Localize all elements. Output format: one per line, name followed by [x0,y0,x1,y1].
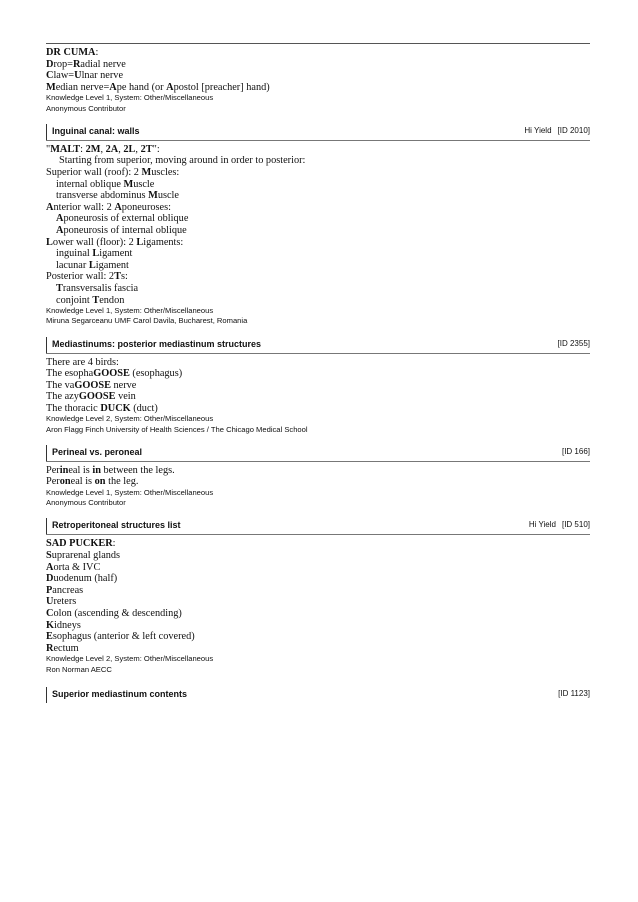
knowledge-level: Knowledge Level 2, System: Other/Miscellaneous [46,414,214,424]
card-title: Superior mediastinum contents [52,688,188,699]
body-line: The vaGOOSE nerve [46,379,137,391]
card-meta [552,339,590,348]
card-posterior-mediastinum [46,354,590,435]
body-line: Duodenum (half) [46,573,118,585]
card-body [46,144,590,306]
body-line: DR CUMA: [46,47,99,58]
body-line: inguinal Ligament [56,248,133,260]
card-id: [ID 166] [561,446,590,456]
contributor: Ron Norman AECC [46,664,112,674]
card-header [46,445,590,461]
body-line: Aponeurosis of external oblique [56,213,189,225]
card-perineal-peroneal [46,462,590,509]
body-line: Drop=Radial nerve [46,58,126,70]
knowledge-level: Knowledge Level 1, System: Other/Miscellaneous [46,93,214,103]
contributor: Miruna Segarceanu UMF Carol Davila, Bucharest, Romania [46,316,248,326]
card-body [46,465,590,488]
knowledge-level: Knowledge Level 1, System: Other/Miscellaneous [46,488,214,498]
body-line: Suprarenal glands [46,550,121,562]
card-meta [518,126,590,135]
body-line: Aorta & IVC [46,561,101,573]
body-line: Claw=Ulnar nerve [46,70,124,82]
body-line: Peroneal is on the leg. [46,476,139,488]
contributor: Anonymous Contributor [46,103,126,113]
contributor: Aron Flagg Finch University of Health Sciences / The Chicago Medical School [46,424,308,434]
body-line: Kidneys [46,619,81,631]
body-line: Esophagus (anterior & left covered) [46,631,195,643]
card-meta [552,689,590,698]
body-line: The thoracic DUCK (duct) [46,402,158,414]
body-line: Posterior wall: 2Ts: [46,271,128,283]
body-line: "MALT: 2M, 2A, 2L, 2T": [46,143,160,155]
hi-yield-label: Hi Yield [524,125,552,135]
body-line: Perineal is in between the legs. [46,464,175,476]
card-body [46,357,590,415]
card-id: [ID 510] [561,520,590,530]
body-line: internal oblique Muscle [56,178,155,190]
knowledge-level: Knowledge Level 2, System: Other/Miscellaneous [46,654,214,664]
body-line: transverse abdominus Muscle [56,190,179,202]
body-line: Pancreas [46,584,84,596]
body-line: Transversalis fascia [56,282,139,294]
body-line: Ureters [46,596,77,608]
card-title: Inguinal canal: walls [52,125,140,136]
body-line: conjoint Tendon [56,294,125,306]
card-body [46,47,590,93]
card-header [46,518,590,534]
knowledge-level: Knowledge Level 1, System: Other/Miscellaneous [46,306,214,316]
body-line: Colon (ascending & descending) [46,608,182,620]
card-title: Mediastinums: posterior mediastinum structures [52,338,262,349]
card-id: [ID 1123] [558,688,590,698]
card-body [46,538,590,654]
body-line: The esophaGOOSE (esophagus) [46,368,183,380]
hi-yield-label: Hi Yield [528,520,556,530]
card-inguinal-canal [46,141,590,327]
card-id: [ID 2010] [557,125,590,135]
card-header [46,124,590,140]
top-margin [46,0,590,43]
card-title: Perineal vs. peroneal [52,446,143,457]
card-id: [ID 2355] [557,338,590,348]
card-meta [556,447,590,456]
body-line: Anterior wall: 2 Aponeuroses: [46,201,171,213]
body-line: Median nerve=Ape hand (or Apostol [preacher] hand) [46,81,270,93]
card-retroperitoneal [46,535,590,674]
body-line: SAD PUCKER: [46,538,116,550]
body-line: There are 4 birds: [46,356,119,368]
card-header [46,337,590,353]
contributor: Anonymous Contributor [46,498,126,508]
card-mnemonic-dr-cuma [46,44,590,114]
card-title: Retroperitoneal structures list [52,520,181,531]
body-line: The azyGOOSE vein [46,391,136,403]
body-line: Lower wall (floor): 2 Ligaments: [46,236,184,248]
body-line: Aponeurosis of internal oblique [56,224,187,236]
card-meta [523,520,590,529]
body-line: Starting from superior, moving around in order to posterior: [59,155,306,167]
document-page [46,0,590,703]
body-line: lacunar Ligament [56,259,129,271]
body-line: Superior wall (roof): 2 Muscles: [46,166,180,178]
body-line: Rectum [46,642,79,654]
card-header [46,687,590,703]
